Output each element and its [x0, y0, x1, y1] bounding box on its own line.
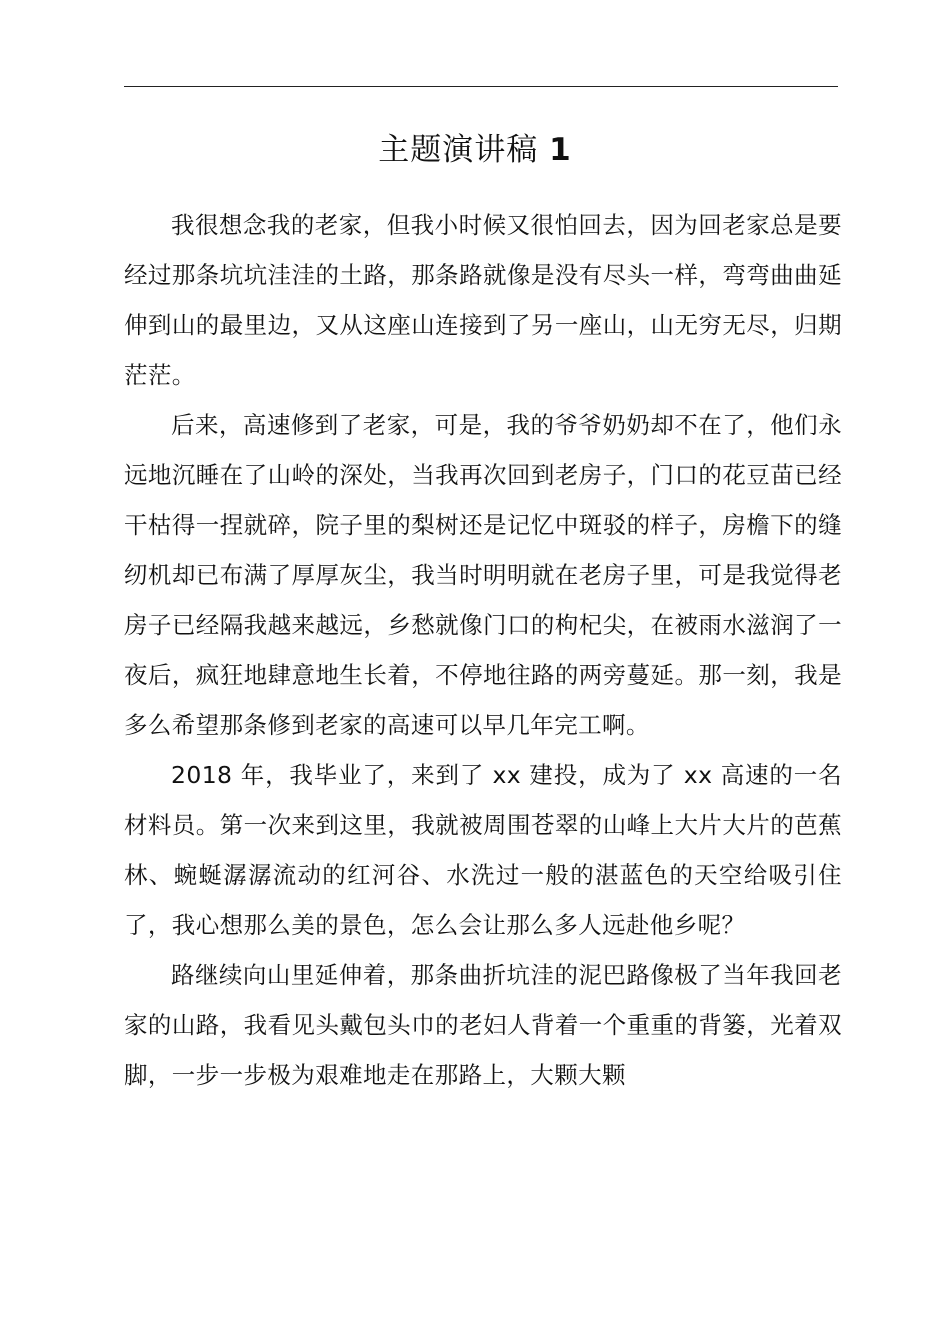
paragraph-4: 路继续向山里延伸着，那条曲折坑洼的泥巴路像极了当年我回老家的山路，我看见头戴包头巾的老妇人背着一个重重的背篓，光着双脚，一步一步极为艰难地走在那路上，大颗大颗: [124, 961, 842, 1089]
paragraph-2: 后来，高速修到了老家，可是，我的爷爷奶奶却不在了，他们永远地沉睡在了山岭的深处，当我再次回到老房子，门口的花豆苗已经干枯得一捏就碎，院子里的梨树还是记忆中斑驳的样子，房檐下的缝纫机却已布满了厚厚灰尘，我当时明明就在老房子里，可是我觉得老房子已经隔我越来越远，乡愁就像门口的枸杞尖，在被雨水滋润了一夜后，疯狂地肆意地生长着，不停地往路的两旁蔓延。那一刻，我是多么希望那条修到老家的高速可以早几年完工啊。: [124, 411, 842, 739]
document-title: [0, 128, 950, 172]
document-body: [124, 200, 842, 1100]
paragraph-1: 我很想念我的老家，但我小时候又很怕回去，因为回老家总是要经过那条坑坑洼洼的土路，那条路就像是没有尽头一样，弯弯曲曲延伸到山的最里边，又从这座山连接到了另一座山，山无穷无尽，归期茫茫。: [124, 211, 842, 389]
paragraph-3: 2018 年，我毕业了，来到了 xx 建投，成为了 xx 高速的一名材料员。第一次来到这里，我就被周围苍翠的山峰上大片大片的芭蕉林、蜿蜒潺潺流动的红河谷、水洗过一般的湛蓝色的天空给吸引住了，我心想那么美的景色，怎么会让那么多人远赴他乡呢？: [124, 761, 842, 939]
title-number: 1: [549, 132, 572, 168]
header-rule: [124, 86, 838, 87]
title-text: 主题演讲稿: [378, 132, 539, 168]
